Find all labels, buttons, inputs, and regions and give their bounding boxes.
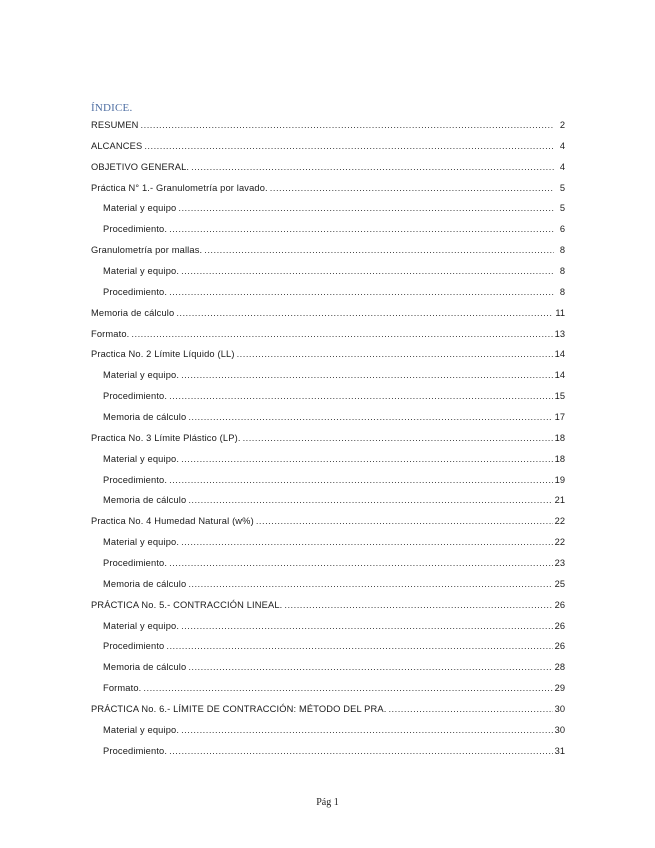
- toc-subentry[interactable]: [91, 452, 565, 473]
- toc-subentry[interactable]: [91, 368, 565, 389]
- toc-dot-leader: [169, 473, 553, 487]
- toc-page-number: 13: [554, 328, 565, 339]
- toc-page-number: 5: [559, 203, 565, 214]
- toc-entry-label: Práctica N° 1.- Granulometría por lavado.: [91, 182, 268, 193]
- toc-dot-leader: [181, 619, 553, 633]
- page-number-footer: Pág 1: [316, 797, 339, 808]
- toc-page-number: 29: [554, 683, 565, 694]
- toc-subentry[interactable]: [91, 473, 565, 494]
- toc-page-number: 22: [554, 537, 565, 548]
- toc-entry-label: Practica No. 2 Límite Líquido (LL): [91, 349, 235, 360]
- toc-page-number: 14: [554, 370, 565, 381]
- toc-dot-leader: [188, 577, 552, 591]
- toc-dot-leader: [169, 556, 553, 570]
- toc-entry-label: Memoria de cálculo: [103, 495, 187, 506]
- toc-dot-leader: [243, 431, 553, 445]
- toc-subentry[interactable]: [91, 723, 565, 744]
- toc-dot-leader: [141, 118, 554, 132]
- toc-entry-label: Memoria de cálculo: [103, 412, 187, 423]
- toc-entry-label: PRÁCTICA No. 6.- LÍMITE DE CONTRACCIÓN: MÉTODO DEL PRA.: [91, 704, 387, 715]
- toc-page-number: 28: [554, 662, 565, 673]
- toc-dot-leader: [204, 243, 554, 257]
- toc-page-number: 5: [559, 182, 565, 193]
- toc-subentry[interactable]: [91, 556, 565, 577]
- toc-page-number: 4: [559, 161, 565, 172]
- toc-page-number: 17: [554, 412, 565, 423]
- toc-page-number: 26: [554, 620, 565, 631]
- toc-entry-label: Procedimiento.: [103, 474, 168, 485]
- toc-page-number: 8: [559, 286, 565, 297]
- index-heading: ÍNDICE.: [91, 102, 133, 114]
- toc-page-number: 19: [554, 474, 565, 485]
- toc-entry[interactable]: [91, 327, 565, 348]
- toc-entry-label: Material y equipo.: [103, 537, 180, 548]
- toc-subentry[interactable]: [91, 639, 565, 660]
- toc-entry[interactable]: [91, 598, 565, 619]
- toc-subentry[interactable]: [91, 410, 565, 431]
- toc-dot-leader: [181, 264, 554, 278]
- table-of-contents: [91, 118, 565, 765]
- toc-page-number: 31: [554, 745, 565, 756]
- toc-entry-label: Procedimiento.: [103, 224, 168, 235]
- toc-page-number: 18: [554, 453, 565, 464]
- toc-dot-leader: [388, 702, 552, 716]
- toc-entry-label: PRÁCTICA No. 5.- CONTRACCIÓN LINEAL.: [91, 599, 283, 610]
- toc-dot-leader: [188, 660, 552, 674]
- toc-entry-label: Memoria de cálculo: [91, 307, 175, 318]
- toc-entry-label: Procedimiento.: [103, 558, 168, 569]
- toc-page-number: 30: [554, 704, 565, 715]
- toc-subentry[interactable]: [91, 285, 565, 306]
- toc-page-number: 21: [554, 495, 565, 506]
- toc-entry[interactable]: [91, 306, 565, 327]
- toc-entry-label: Material y equipo.: [103, 266, 180, 277]
- toc-page-number: 14: [554, 349, 565, 360]
- toc-entry[interactable]: [91, 702, 565, 723]
- toc-page-number: 26: [554, 641, 565, 652]
- toc-dot-leader: [178, 201, 554, 215]
- toc-dot-leader: [181, 452, 553, 466]
- toc-dot-leader: [143, 681, 552, 695]
- toc-dot-leader: [169, 285, 554, 299]
- toc-dot-leader: [191, 160, 554, 174]
- toc-entry-label: Material y equipo: [103, 203, 177, 214]
- toc-dot-leader: [181, 723, 553, 737]
- toc-dot-leader: [131, 327, 552, 341]
- toc-entry-label: Material y equipo.: [103, 453, 180, 464]
- toc-entry[interactable]: [91, 347, 565, 368]
- toc-entry-label: Formato.: [103, 683, 142, 694]
- toc-page-number: 8: [559, 266, 565, 277]
- toc-entry-label: Practica No. 4 Humedad Natural (w%): [91, 516, 254, 527]
- toc-page-number: 22: [554, 516, 565, 527]
- toc-entry-label: Practica No. 3 Límite Plástico (LP).: [91, 432, 241, 443]
- toc-entry-label: Granulometría por mallas.: [91, 245, 203, 256]
- toc-entry[interactable]: [91, 431, 565, 452]
- toc-dot-leader: [169, 744, 553, 758]
- toc-entry-label: Material y equipo.: [103, 724, 180, 735]
- toc-subentry[interactable]: [91, 744, 565, 765]
- toc-dot-leader: [181, 368, 553, 382]
- toc-entry-label: Procedimiento.: [103, 391, 168, 402]
- toc-dot-leader: [237, 347, 553, 361]
- toc-dot-leader: [284, 598, 552, 612]
- toc-dot-leader: [256, 514, 553, 528]
- toc-entry[interactable]: [91, 160, 565, 181]
- toc-entry-label: Procedimiento.: [103, 286, 168, 297]
- toc-entry-label: Material y equipo.: [103, 620, 180, 631]
- toc-page-number: 18: [554, 432, 565, 443]
- toc-subentry[interactable]: [91, 619, 565, 640]
- toc-dot-leader: [181, 535, 553, 549]
- toc-dot-leader: [166, 639, 552, 653]
- toc-page-number: 11: [555, 307, 565, 318]
- toc-entry-label: Memoria de cálculo: [103, 662, 187, 673]
- toc-subentry[interactable]: [91, 222, 565, 243]
- toc-subentry[interactable]: [91, 681, 565, 702]
- toc-entry[interactable]: [91, 181, 565, 202]
- toc-entry-label: RESUMEN: [91, 120, 139, 130]
- toc-dot-leader: [144, 139, 554, 153]
- toc-page-number: 6: [559, 224, 565, 235]
- toc-entry[interactable]: [91, 514, 565, 535]
- toc-page-number: 23: [554, 558, 565, 569]
- toc-dot-leader: [188, 493, 552, 507]
- toc-subentry[interactable]: [91, 493, 565, 514]
- toc-dot-leader: [176, 306, 553, 320]
- toc-subentry[interactable]: [91, 660, 565, 681]
- toc-dot-leader: [188, 410, 552, 424]
- toc-dot-leader: [270, 181, 554, 195]
- toc-entry-label: Memoria de cálculo: [103, 578, 187, 589]
- toc-subentry[interactable]: [91, 264, 565, 285]
- toc-entry[interactable]: [91, 243, 565, 264]
- toc-subentry[interactable]: [91, 577, 565, 598]
- toc-subentry[interactable]: [91, 389, 565, 410]
- toc-page-number: 25: [554, 578, 565, 589]
- toc-entry-label: Material y equipo.: [103, 370, 180, 381]
- toc-entry[interactable]: [91, 118, 565, 139]
- toc-subentry[interactable]: [91, 201, 565, 222]
- toc-entry-label: ALCANCES: [91, 140, 143, 151]
- toc-entry-label: Procedimiento.: [103, 745, 168, 756]
- toc-page-number: 26: [554, 599, 565, 610]
- toc-entry-label: OBJETIVO GENERAL.: [91, 161, 190, 172]
- toc-entry-label: Formato.: [91, 328, 130, 339]
- toc-subentry[interactable]: [91, 535, 565, 556]
- toc-entry[interactable]: [91, 139, 565, 160]
- toc-page-number: 4: [559, 140, 565, 151]
- toc-entry-label: Procedimiento: [103, 641, 165, 652]
- toc-page-number: 15: [554, 391, 565, 402]
- toc-page-number: 8: [559, 245, 565, 256]
- toc-page-number: 2: [559, 120, 565, 130]
- toc-dot-leader: [169, 389, 553, 403]
- toc-dot-leader: [169, 222, 554, 236]
- toc-page-number: 30: [554, 724, 565, 735]
